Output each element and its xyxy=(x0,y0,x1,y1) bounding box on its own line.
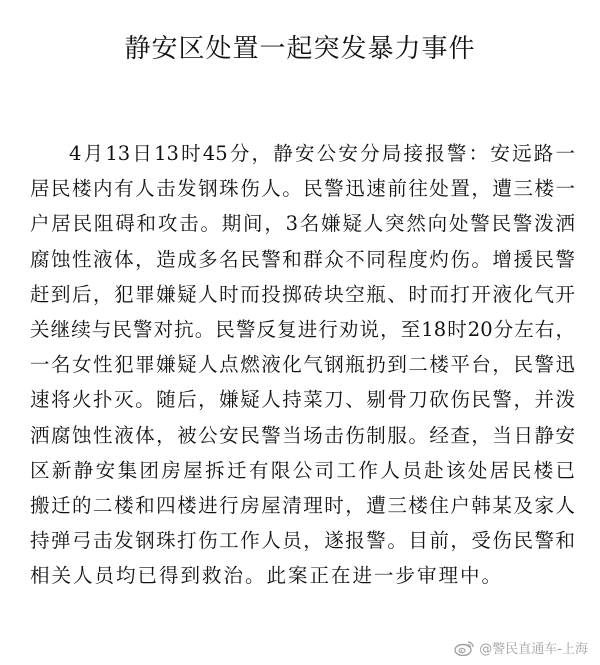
body-line: 相关人员均已得到救治。此案正在进一步审理中。 xyxy=(30,564,504,588)
body-line: 腐蚀性液体，造成多名民警和群众不同程度灼伤。增援民警 xyxy=(30,247,575,271)
body-line: 搬迁的二楼和四楼进行房屋清理时，遭三楼住户韩某及家人 xyxy=(30,493,575,517)
body-line: 户居民阻碍和攻击。期间，3名嫌疑人突然向处警民警泼洒 xyxy=(30,212,575,236)
body-line: 持弹弓击发钢珠打伤工作人员，遂报警。目前，受伤民警和 xyxy=(30,529,575,553)
body-line: 洒腐蚀性液体，被公安民警当场击伤制服。经查，当日静安 xyxy=(30,423,575,447)
body-line: 关继续与民警对抗。民警反复进行劝说，至18时20分左右， xyxy=(30,317,575,341)
weibo-watermark xyxy=(454,638,588,657)
body-line: 4月13日13时45分，静安公安分局接报警：安远路一 xyxy=(69,142,575,165)
body-line: 一名女性犯罪嫌疑人点燃液化气钢瓶扔到二楼平台，民警迅 xyxy=(30,353,575,377)
article-body xyxy=(30,136,575,593)
body-line: 区新静安集团房屋拆迁有限公司工作人员赴该处居民楼已 xyxy=(30,458,575,482)
body-line: 居民楼内有人击发钢珠伤人。民警迅速前往处置，遭三楼一 xyxy=(30,177,575,201)
body-line: 速将火扑灭。随后，嫌疑人持菜刀、剔骨刀砍伤民警，并泼 xyxy=(30,388,575,412)
weibo-icon xyxy=(454,640,474,656)
watermark-text: @警民直通车-上海 xyxy=(479,642,588,657)
body-line: 赶到后，犯罪嫌疑人时而投掷砖块空瓶、时而打开液化气开 xyxy=(30,282,575,306)
page-title: 静安区处置一起突发暴力事件 xyxy=(124,34,476,64)
